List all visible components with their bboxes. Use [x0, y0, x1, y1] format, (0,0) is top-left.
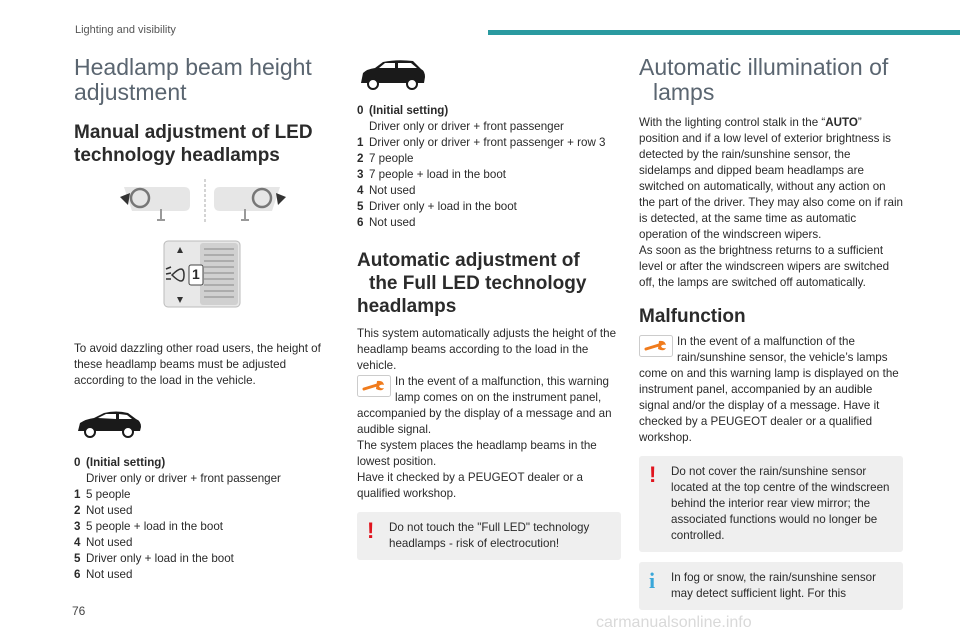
heading-line-2: the Full LED technology: [369, 273, 587, 294]
title-line-1: Automatic illumination of: [639, 54, 889, 80]
lowest-position-text: The system places the headlamp beams in the lowest position.: [357, 439, 597, 468]
title-line-2: lamps: [653, 79, 715, 105]
warning-text: Do not cover the rain/sunshine sensor located at the top centre of the windscreen behind the interior rear view mirror; the associated functions would no longer be controlled.: [671, 465, 890, 542]
load-settings-list-7-seat: [357, 103, 621, 231]
switch-off-text: As soon as the brightness returns to a sufficient level or after the windscreen wipers are switched off, the lamps are switched off automatically.: [639, 244, 890, 289]
exclamation-icon: !: [649, 462, 657, 487]
list-item: 1 5 people: [74, 488, 131, 501]
title-line-1: Headlamp beam height: [74, 54, 312, 80]
header-accent-bar: [488, 30, 960, 35]
wrench-warning-icon: [639, 335, 673, 357]
thumbwheel-control: [162, 239, 242, 309]
title-line-2: adjustment: [74, 79, 187, 105]
malfunction-text: In the event of a malfunction, this warning lamp comes on on the instrument panel, accompanied by the display of a message and an audible signal.: [357, 375, 612, 436]
list-item: 6 Not used: [357, 216, 416, 229]
auto-intro-text: This system automatically adjusts the height of the headlamp beams according to the load in the vehicle.: [357, 327, 617, 372]
load-settings-list-5-seat: [74, 455, 324, 583]
exclamation-icon: !: [367, 518, 375, 543]
fog-info-box: [639, 562, 903, 610]
heading-line-1: Manual adjustment of LED: [74, 122, 313, 143]
dial-number: 1: [192, 266, 200, 282]
malfunction-paragraph: [357, 374, 621, 438]
list-item: 3 7 people + load in the boot: [357, 168, 506, 181]
column-2: [357, 55, 621, 560]
column-3: [639, 55, 903, 610]
watermark: carmanualsonline.info: [596, 614, 752, 631]
sensor-cover-warning-box: [639, 456, 903, 552]
wrench-warning-icon: [357, 375, 391, 397]
auto-illumination-text: With the lighting control stalk in the “AUTO” position and if a low level of exterior brightness is detected by the rain/sunshine sensor, the sidelamps and dipped beam headlamps are switched on automatically, without any action on the part of the driver. They may also come on if rain is detected, at the same time as automatic operation of the windscreen wipers.: [639, 116, 903, 241]
headlamp-adjust-illustration: [74, 179, 324, 231]
info-icon: i: [649, 568, 656, 593]
list-item: 4 Not used: [357, 184, 416, 197]
right-headlamp-icon: [214, 187, 286, 221]
heading-line-3: headlamps: [357, 296, 457, 317]
suv-car-icon: [74, 409, 144, 439]
list-item: 2 7 people: [357, 152, 414, 165]
info-text: In fog or snow, the rain/sunshine sensor may detect sufficient light. For this: [671, 571, 876, 600]
electrocution-warning-box: [357, 512, 621, 560]
manual-adjustment-heading: [74, 121, 324, 167]
list-item: 0 (Initial setting): [357, 104, 449, 117]
list-item: 5 Driver only + load in the boot: [357, 200, 517, 213]
list-item: 1 Driver only or driver + front passenger + row 3: [357, 136, 606, 149]
list-item: 0 (Initial setting): [74, 456, 166, 469]
list-item: Driver only or driver + front passenger: [369, 120, 564, 133]
page-title: [74, 55, 324, 105]
list-item: 4 Not used: [74, 536, 133, 549]
list-item: 5 Driver only + load in the boot: [74, 552, 234, 565]
page-number: 76: [72, 604, 86, 618]
section-header: Lighting and visibility: [75, 24, 176, 36]
automatic-adjustment-heading: [357, 249, 621, 318]
column-1: [74, 55, 324, 583]
heading-line-1: Automatic adjustment of: [357, 250, 580, 271]
left-headlamp-icon: [120, 187, 190, 221]
sensor-malfunction-paragraph: [639, 334, 903, 446]
heading-line-2: technology headlamps: [74, 145, 280, 166]
list-item: 2 Not used: [74, 504, 133, 517]
mpv-car-icon: [357, 57, 427, 91]
list-item: Driver only or driver + front passenger: [86, 472, 281, 485]
sensor-malfunction-text: In the event of a malfunction of the rain/sunshine sensor, the vehicle’s lamps come on and this warning lamp is displayed on the instrument panel, accompanied by an audible signal and/or the display of a message. Have it checked by a PEUGEOT dealer or a qualified workshop.: [639, 335, 899, 444]
thumbwheel-icon: [162, 239, 242, 309]
dealer-check-text: Have it checked by a PEUGEOT dealer or a qualified workshop.: [357, 471, 583, 500]
warning-text: Do not touch the "Full LED" technology headlamps - risk of electrocution!: [389, 521, 590, 550]
list-item: 6 Not used: [74, 568, 133, 581]
manual-intro-text: To avoid dazzling other road users, the height of these headlamp beams must be adjusted according to the load in the vehicle.: [74, 342, 321, 387]
auto-illumination-title: [639, 55, 903, 105]
malfunction-heading: Malfunction: [639, 306, 746, 327]
list-item: 3 5 people + load in the boot: [74, 520, 223, 533]
